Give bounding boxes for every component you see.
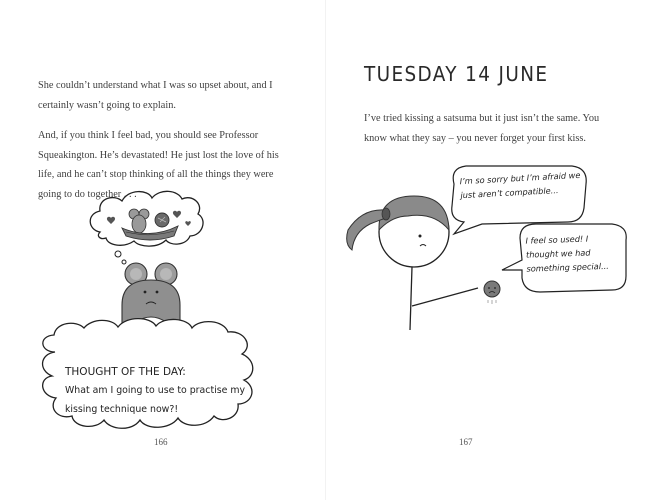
- heart-icon: [185, 221, 191, 226]
- right-paragraph: I’ve tried kissing a satsuma but it just isn’t the same. You know what they say – you never forget your first kiss.: [364, 113, 600, 144]
- speech-bubble-satsuma-text: I feel so used! I thought we had something special...: [525, 233, 609, 274]
- thought-of-the-day-text: What am I going to use to practise my kissing technique now?!: [65, 385, 246, 415]
- mouse-dream-illustration: [0, 0, 325, 500]
- right-page: [326, 0, 651, 500]
- satsuma: [484, 281, 500, 297]
- speech-bubble-girl-text: I’m so sorry but I’m afraid we just aren’t compatible...: [459, 169, 581, 201]
- left-paragraph-2: And, if you think I feel bad, you should see Professor Squeakington. He’s devastated! He just lost the love of his life, and he can’t stop thinking of all the things they were going to do together . . .: [38, 130, 279, 200]
- heart-icon: [173, 211, 181, 218]
- page-number-left: 166: [154, 437, 168, 447]
- left-paragraph-1: She couldn’t understand what I was so upset about, and I certainly wasn’t going to explain.: [38, 80, 273, 111]
- diary-date-heading: TUESDAY 14 JUNE: [364, 62, 549, 86]
- thought-of-the-day-title: THOUGHT OF THE DAY:: [65, 366, 186, 378]
- heart-icon: [107, 217, 115, 224]
- page-number-right: 167: [459, 437, 473, 447]
- left-page: [0, 0, 325, 500]
